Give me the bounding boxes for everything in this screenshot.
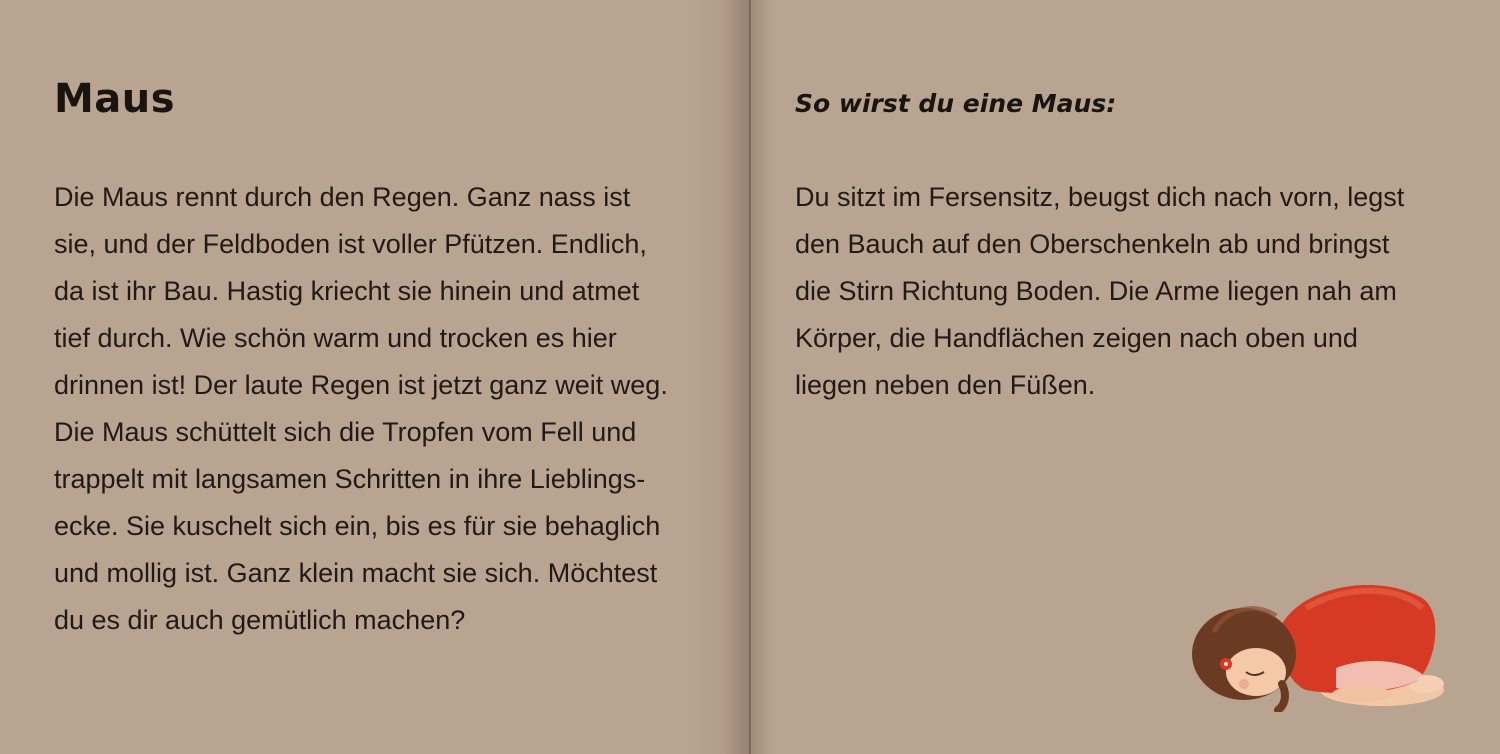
child-in-mouse-pose-illustration	[1186, 572, 1450, 712]
face-shape	[1226, 648, 1286, 696]
story-line: tief durch. Wie schön warm und trocken es hier	[54, 323, 617, 353]
flower-center	[1224, 662, 1228, 666]
instruction-line: liegen neben den Füßen.	[795, 370, 1096, 400]
story-line: sie, und der Feldboden ist voller Pfützen. Endlich,	[54, 229, 647, 259]
instruction-line: Körper, die Handflächen zeigen nach oben und	[795, 323, 1358, 353]
story-line: da ist ihr Bau. Hastig kriecht sie hinein und atmet	[54, 276, 640, 306]
story-line: ecke. Sie kuschelt sich ein, bis es für sie behaglich	[54, 511, 661, 541]
instructions-text	[795, 174, 1455, 409]
story-line: und mollig ist. Ganz klein macht sie sich. Möchtest	[54, 558, 658, 588]
story-line: Die Maus schüttelt sich die Tropfen vom Fell und	[54, 417, 637, 447]
story-line: du es dir auch gemütlich machen?	[54, 605, 466, 635]
story-line: Die Maus rennt durch den Regen. Ganz nass ist	[54, 182, 631, 212]
instruction-line: Du sitzt im Fersensitz, beugst dich nach vorn, legst	[795, 182, 1405, 212]
instruction-line: die Stirn Richtung Boden. Die Arme liegen nah am	[795, 276, 1397, 306]
story-line: drinnen ist! Der laute Regen ist jetzt ganz weit weg.	[54, 370, 668, 400]
instructions-heading: So wirst du eine Maus:	[795, 89, 1117, 118]
cheek	[1239, 679, 1249, 689]
page-title: Maus	[54, 76, 176, 122]
story-text	[54, 174, 734, 644]
story-line: trappelt mit langsamen Schritten in ihre Lieblings-	[54, 464, 646, 494]
instruction-line: den Bauch auf den Oberschenkeln ab und bringst	[795, 229, 1390, 259]
arm-shape	[1332, 686, 1392, 702]
